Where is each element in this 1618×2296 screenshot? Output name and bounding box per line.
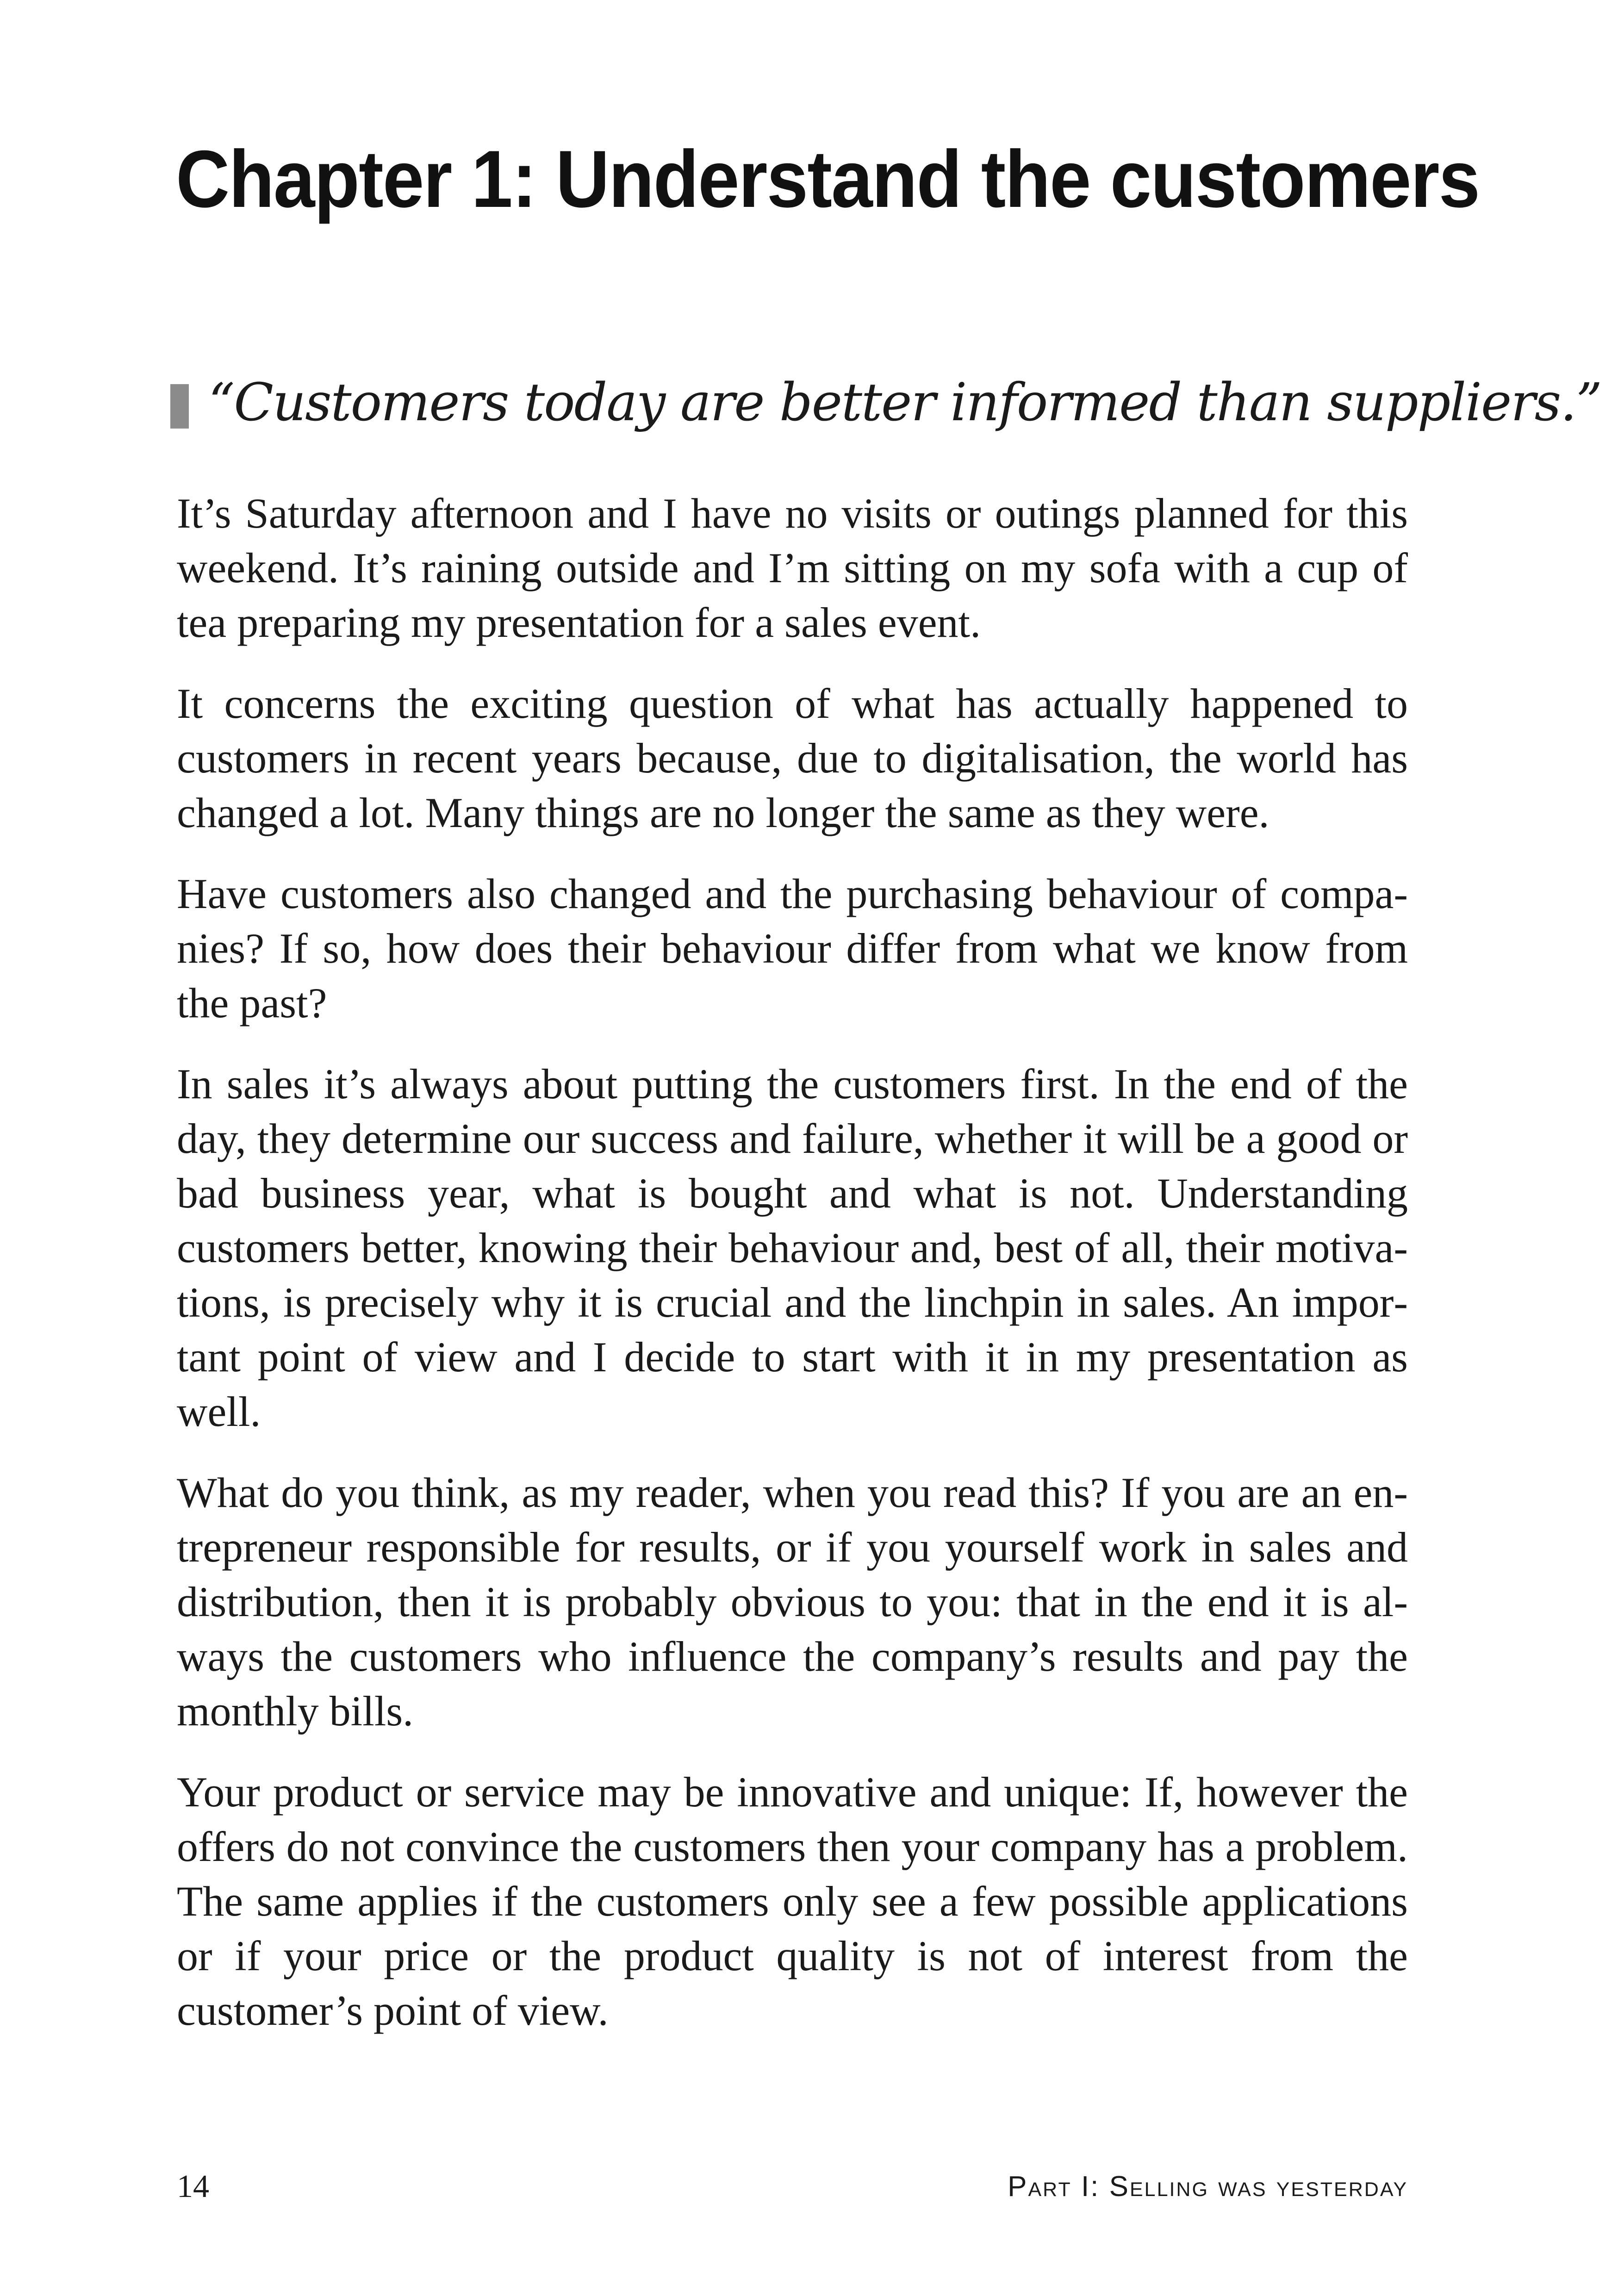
epigraph (170, 366, 1602, 440)
running-head: Part I: Selling was yesterday (1008, 2171, 1408, 2203)
paragraph: It concerns the exciting question of what has actually happened to customers in recent years because, due to digitalisation, the world has changed a lot. Many things are no longer the same as they were. (177, 680, 1408, 836)
paragraph: In sales it’s always about putting the customers first. In the end of the day, they determine our success and failure, whether it will be a good or bad business year, what is bought and what is not. Understanding customers better, knowing their behaviour and, best of all, their motivations, is precisely why it is crucial and the linchpin in sales. An important point of view and I decide to start with it in my presentation as well. (177, 1060, 1408, 1435)
page-number: 14 (177, 2169, 209, 2204)
body-text (177, 486, 1408, 2064)
chapter-title: Chapter 1: Understand the customers (176, 134, 1480, 224)
paragraph: Have customers also changed and the purchasing behaviour of companies? If so, how does their behaviour differ from what we know from the past? (177, 870, 1408, 1027)
page-footer (177, 2166, 1408, 2208)
paragraph: Your product or service may be innovative and unique: If, however the offers do not convince the customers then your company has a problem. The same applies if the customers only see a few possible applications or if your price or the product quality is not of interest from the customer’s point of view. (177, 1768, 1408, 2034)
epigraph-bar (170, 384, 189, 429)
paragraph: It’s Saturday afternoon and I have no visits or outings planned for this weekend. It’s raining outside and I’m sitting on my sofa with a cup of tea preparing my presentation for a sales event. (177, 490, 1408, 646)
paragraph: What do you think, as my reader, when you read this? If you are an entrepreneur responsible for results, or if you yourself work in sales and distribution, then it is probably obvious to you: that in the end it is always the customers who influence the company’s results and pay the monthly bills. (177, 1469, 1408, 1735)
epigraph-quote: “Customers today are better informed than suppliers.” (208, 373, 1602, 433)
